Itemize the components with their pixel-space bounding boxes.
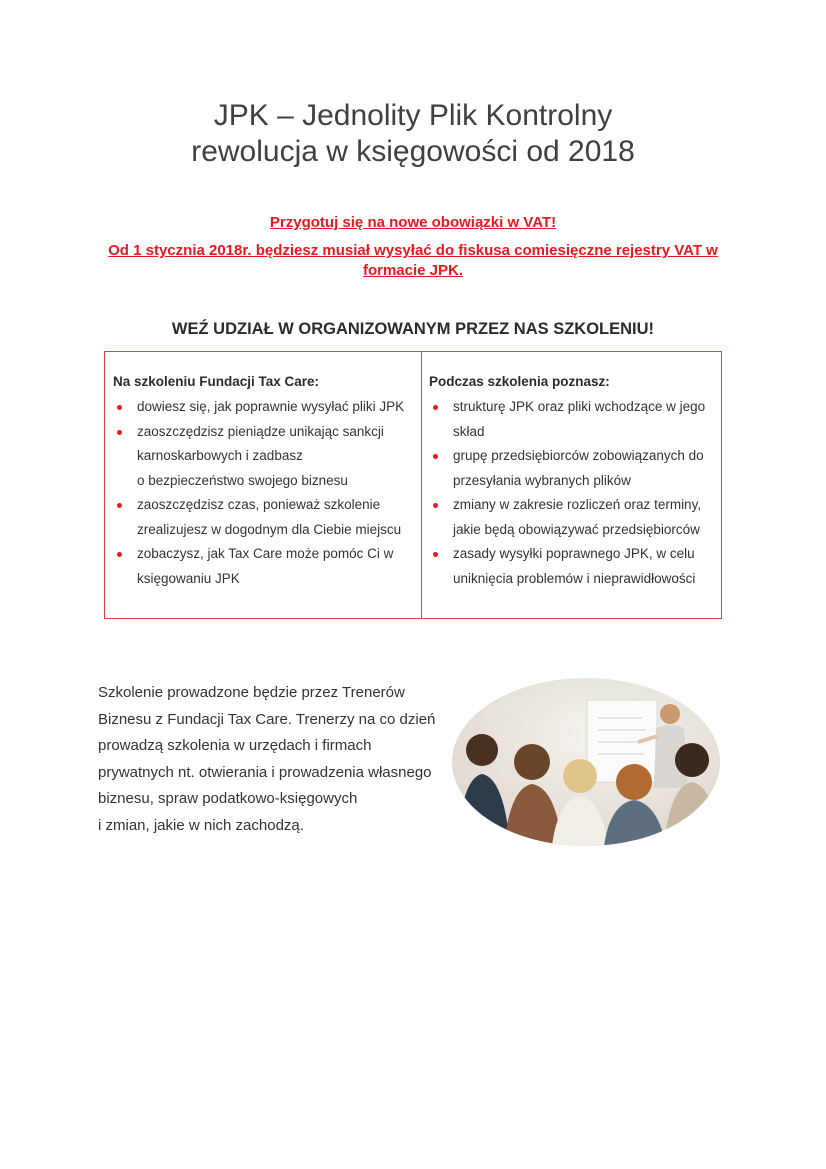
left_column-list-item-line: zobaczysz, jak Tax Care może pomóc Ci w [137,546,394,561]
right_column-list-item [429,395,719,444]
right-column [429,374,719,591]
training-info-table [104,351,722,619]
left_column-list-item-line: zaoszczędzisz pieniądze unikając sankcji [137,423,384,439]
bullet-icon [433,552,438,557]
left_column-list-item-line: zrealizujesz w dogodnym dla Ciebie miejscu [137,521,402,537]
right_column-list-item [429,444,719,493]
left_column-list-item [113,493,415,542]
left_column-list-item-line: dowiesz się, jak poprawnie wysyłać pliki JPK [137,399,405,414]
bullet-icon [433,503,438,508]
right_column-list-item-line: zmiany w zakresie rozliczeń oraz terminy, [453,497,702,512]
title-line-1: JPK – Jednolity Plik Kontrolny [213,99,613,132]
description-line: i zmian, jakie w nich zachodzą. [98,816,304,834]
left_column-list-item [113,420,415,494]
right_column-list-item [429,542,719,591]
bullet-icon [433,405,438,410]
right_column-list-item-line: zasady wysyłki poprawnego JPK, w celu [453,546,695,561]
document-title [0,98,826,170]
right-column-heading: Podczas szkolenia poznasz: [429,374,610,389]
notice-line-3: formacie JPK. [362,262,464,279]
left-column-list [113,395,415,591]
right_column-list-item-line: jakie będą obowiązywać przedsiębiorców [453,521,700,537]
description-line: prowadzą szkolenia w urzędach i firmach [98,737,372,754]
section-heading: WEŹ UDZIAŁ W ORGANIZOWANYM PRZEZ NAS SZKOLENIU! [171,320,655,338]
right_column-list-item-line: grupę przedsiębiorców zobowiązanych do [453,448,704,463]
right_column-list-item-line: skład [453,423,485,439]
description-line: Biznesu z Fundacji Tax Care. Trenerzy na co dzień [98,710,436,728]
column-divider [421,352,422,618]
bullet-icon [433,454,438,459]
description-line: prywatnych nt. otwierania i prowadzenia własnego [98,763,432,781]
bullet-icon [117,405,122,410]
title-line-2: rewolucja w księgowości od 2018 [191,135,635,168]
left_column-list-item-line: karnoskarbowych i zadbasz [137,448,303,463]
left-column [113,374,415,591]
notice-line-1: Przygotuj się na nowe obowiązki w VAT! [269,214,557,231]
left_column-list-item-line: o bezpieczeństwo swojego biznesu [137,472,348,488]
right-column-list [429,395,719,591]
right_column-list-item [429,493,719,542]
bullet-icon [117,430,122,435]
bullet-icon [117,503,122,508]
right_column-list-item-line: przesyłania wybranych plików [453,472,631,488]
right_column-list-item-line: strukturę JPK oraz pliki wchodzące w jego [453,399,706,414]
bullet-icon [117,552,122,557]
right_column-list-item-line: uniknięcia problemów i nieprawidłowości [453,570,696,586]
training-photo [452,678,720,846]
left_column-list-item [113,542,415,591]
trainer-description [98,680,458,839]
notice-line-2: Od 1 stycznia 2018r. będziesz musiał wysyłać do fiskusa comiesięczne rejestry VAT w [108,242,718,259]
description-line: biznesu, spraw podatkowo-księgowych [98,790,358,807]
left_column-list-item [113,395,415,420]
left_column-list-item-line: księgowaniu JPK [137,570,240,586]
left_column-list-item-line: zaoszczędzisz czas, ponieważ szkolenie [137,497,381,512]
description-line: Szkolenie prowadzone będzie przez Trenerów [98,684,405,701]
left-column-heading: Na szkoleniu Fundacji Tax Care: [113,374,320,389]
